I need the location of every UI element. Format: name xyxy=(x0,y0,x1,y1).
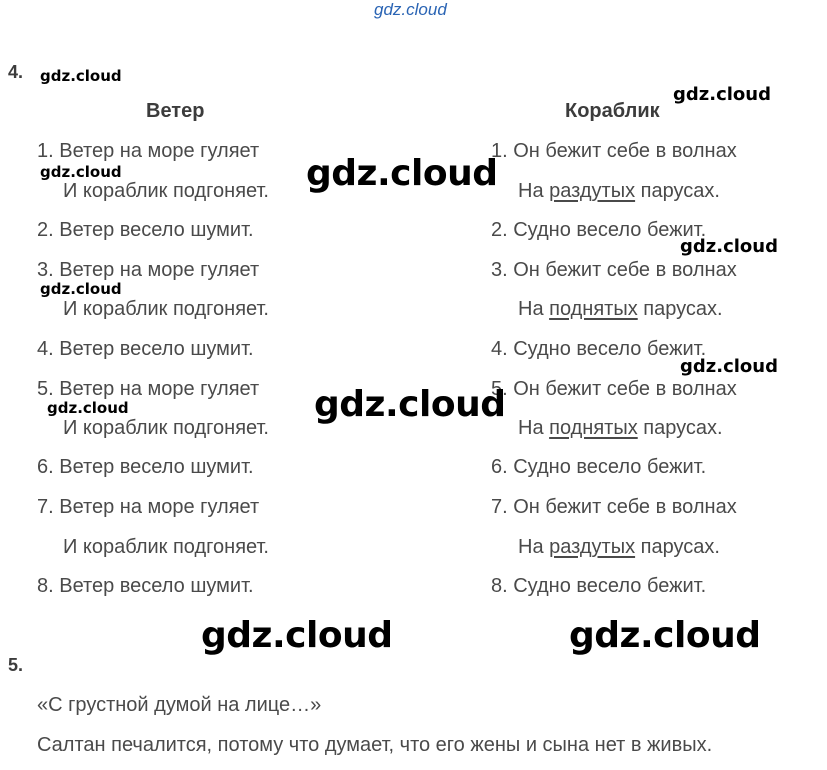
poem-right-line: На поднятых парусах. xyxy=(518,298,723,320)
watermark-label: gdz.cloud xyxy=(40,280,122,298)
watermark-label: gdz.cloud xyxy=(201,615,393,656)
poem-left-line: И кораблик подгоняет. xyxy=(63,417,269,439)
watermark-label: gdz.cloud xyxy=(569,615,761,656)
poem-left-line: И кораблик подгоняет. xyxy=(63,298,269,320)
underlined-word: раздутых xyxy=(549,536,636,558)
watermark-label: gdz.cloud xyxy=(306,153,498,194)
watermark-label: gdz.cloud xyxy=(40,67,122,85)
watermark-label: gdz.cloud xyxy=(40,163,122,181)
poem-left-line: 7. Ветер на море гуляет xyxy=(37,496,260,518)
poem-left-line: 3. Ветер на море гуляет xyxy=(37,259,260,281)
top-watermark: gdz.cloud xyxy=(374,0,447,19)
underlined-word: поднятых xyxy=(549,298,638,320)
poem-right-line: 4. Судно весело бежит. xyxy=(491,338,707,360)
task-4-number: 4. xyxy=(8,62,24,82)
poem-left-line: 1. Ветер на море гуляет xyxy=(37,140,260,162)
column-header-veter: Ветер xyxy=(146,100,205,122)
watermark-label: gdz.cloud xyxy=(314,384,506,425)
poem-left-line: И кораблик подгоняет. xyxy=(63,180,269,202)
poem-right-line: 5. Он бежит себе в волнах xyxy=(491,378,737,400)
poem-right-line: 6. Судно весело бежит. xyxy=(491,456,707,478)
watermark-label: gdz.cloud xyxy=(680,356,778,377)
poem-left-line: И кораблик подгоняет. xyxy=(63,536,269,558)
underlined-word: раздутых xyxy=(549,180,636,202)
task-5-answer: Салтан печалится, потому что думает, что его жены и сына нет в живых. xyxy=(37,734,713,756)
poem-right-line: 8. Судно весело бежит. xyxy=(491,575,707,597)
task-5-number: 5. xyxy=(8,655,24,675)
column-header-korablik: Кораблик xyxy=(565,100,660,122)
poem-right-line: На раздутых парусах. xyxy=(518,536,720,558)
poem-left-line: 4. Ветер весело шумит. xyxy=(37,338,254,360)
poem-left-line: 2. Ветер весело шумит. xyxy=(37,219,254,241)
poem-right-line: 2. Судно весело бежит. xyxy=(491,219,707,241)
poem-left-line: 8. Ветер весело шумит. xyxy=(37,575,254,597)
watermark-label: gdz.cloud xyxy=(673,84,771,105)
watermark-label: gdz.cloud xyxy=(680,236,778,257)
watermark-label: gdz.cloud xyxy=(47,399,129,417)
poem-right-line: На поднятых парусах. xyxy=(518,417,723,439)
poem-right-line: 7. Он бежит себе в волнах xyxy=(491,496,737,518)
poem-right-line: 1. Он бежит себе в волнах xyxy=(491,140,737,162)
poem-left-line: 5. Ветер на море гуляет xyxy=(37,378,260,400)
poem-right-line: На раздутых парусах. xyxy=(518,180,720,202)
poem-right-line: 3. Он бежит себе в волнах xyxy=(491,259,737,281)
task-5-quote: «С грустной думой на лице…» xyxy=(37,694,322,716)
underlined-word: поднятых xyxy=(549,417,638,439)
poem-left-line: 6. Ветер весело шумит. xyxy=(37,456,254,478)
